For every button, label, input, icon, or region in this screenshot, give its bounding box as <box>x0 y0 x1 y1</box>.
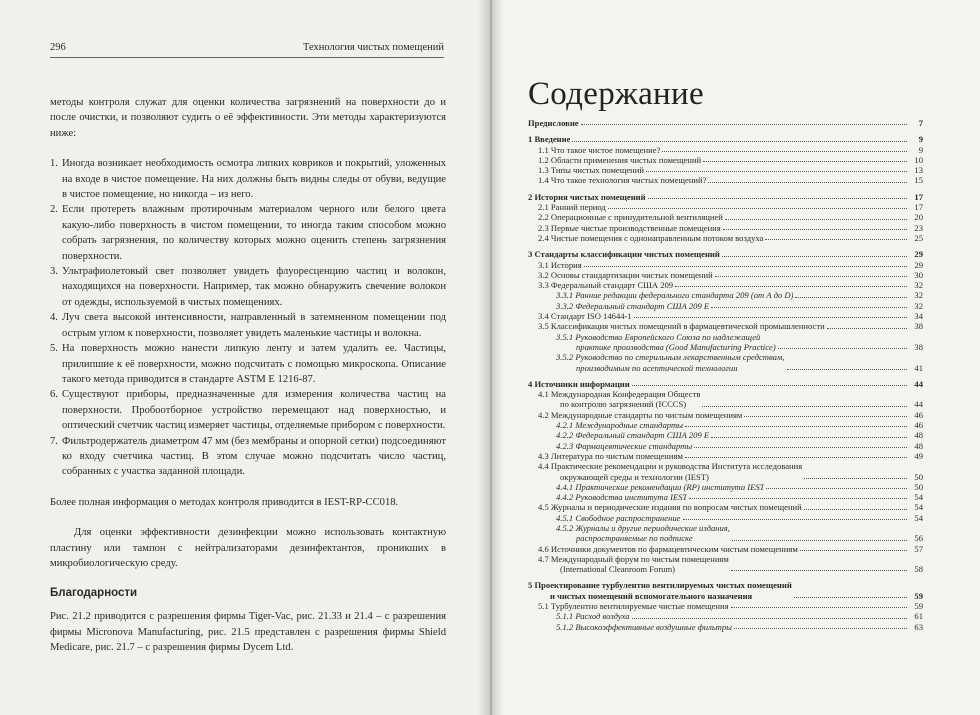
toc-entry[interactable] <box>528 523 923 544</box>
acknowledgements-heading: Благодарности <box>50 587 138 600</box>
toc-entry[interactable] <box>528 192 923 202</box>
toc-leader-dots <box>662 151 907 152</box>
toc-leader-dots <box>703 161 907 162</box>
method-text: Фильтродержатель диаметром 47 мм (без мембраны и опорной сетки) подсоединяют ко входу счетчика частиц. В этом случае можно подсчитать число частиц, собранных с участка заданной площади. <box>62 435 446 478</box>
toc-page-number: 38 <box>914 341 923 352</box>
toc-entry-title <box>528 145 660 155</box>
method-text: Существуют приборы, предназначенные для измерения количества частиц на поверхности. Пробоотборное устройство перемещают над поверхностью, и оптический счетчик частиц измеряет частицы, отделяемые прибором с поверхности. <box>62 389 446 432</box>
toc-entry-title <box>528 290 793 300</box>
toc-entry-title <box>528 482 764 492</box>
toc-entry[interactable] <box>528 321 923 331</box>
toc-page-number: 9 <box>918 134 923 145</box>
toc-page-number: 30 <box>914 269 923 280</box>
toc-entry[interactable] <box>528 311 923 321</box>
toc-entry-title <box>528 580 792 601</box>
toc-entry[interactable] <box>528 270 923 280</box>
toc-entry[interactable] <box>528 155 923 165</box>
toc-title: Содержание <box>528 76 704 112</box>
toc-entry-title <box>528 249 720 259</box>
toc-leader-dots <box>683 519 908 520</box>
methods-list <box>50 156 446 480</box>
toc-entry-title <box>528 260 582 270</box>
toc-leader-dots <box>794 597 907 598</box>
toc-leader-dots <box>804 509 907 510</box>
toc-page-number: 54 <box>914 512 923 523</box>
toc-entry[interactable] <box>528 175 923 185</box>
method-text: Иногда возникает необходимость осмотра липких ковриков и покрытий, уложенных на входе в чистое помещение. На них должны быть видны следы от обуви, ведущие в чистое помещение, но никогда – из него. <box>62 158 446 201</box>
toc-entry-title <box>528 270 713 280</box>
toc-leader-dots <box>766 488 907 489</box>
toc-page-number: 17 <box>914 191 923 202</box>
toc-entry-text: 4.2.3 Фармацевтические стандарты <box>556 440 693 451</box>
toc-entry-text: 4.3 Литература по чистым помещениям <box>538 450 683 461</box>
toc-page-number: 48 <box>914 430 923 441</box>
toc-entry-title <box>528 175 706 185</box>
toc-entry-title <box>528 513 681 523</box>
toc-page-number: 7 <box>918 118 923 128</box>
toc-entry-title <box>528 223 721 233</box>
toc-entry-text: 4 Источники информации <box>528 378 630 389</box>
toc-leader-dots <box>689 498 907 499</box>
toc-leader-dots <box>646 171 907 172</box>
method-number: 3. <box>50 266 58 278</box>
toc-entry-continuation: по контролю загрязнений (ICCCS) <box>560 399 687 410</box>
toc-entry-title <box>528 311 632 321</box>
toc-entry-title <box>528 192 646 202</box>
table-of-contents <box>528 118 923 632</box>
toc-page-number: 44 <box>914 399 923 410</box>
body-text <box>50 95 446 656</box>
toc-entry-text: 1.2 Области применения чистых помещений <box>538 154 702 165</box>
toc-entry[interactable] <box>528 212 923 222</box>
toc-page-number: 32 <box>914 290 923 301</box>
toc-entry[interactable] <box>528 202 923 212</box>
toc-entry-text: 1.1 Что такое чистое помещение? <box>538 144 661 155</box>
toc-page-number: 32 <box>914 280 923 291</box>
toc-entry-title <box>528 410 742 420</box>
toc-leader-dots <box>632 618 907 619</box>
toc-page-number: 48 <box>914 440 923 451</box>
toc-entry-title <box>528 212 723 222</box>
toc-leader-dots <box>711 437 907 438</box>
method-number: 6. <box>50 389 58 401</box>
method-text: Если протереть влажным протирочным материалом черного или белого цвета какую-либо поверхность в чистом помещении, то иногда таким способом можно собрать загрязнения, по количеству которых можно оценить степень загрязнения поверхности. <box>62 204 446 262</box>
toc-entry[interactable] <box>528 145 923 155</box>
toc-entry-text: 3.5.2 Руководство по стерильным лекарственным средствам, <box>556 352 785 363</box>
toc-entry[interactable] <box>528 165 923 175</box>
toc-leader-dots <box>723 229 907 230</box>
toc-entry-title <box>528 134 570 144</box>
toc-leader-dots <box>632 385 907 386</box>
method-item <box>50 387 446 433</box>
method-text: На поверхность можно нанести липкую ленту и затем удалить ее. Частицы, прилипшие к её поверхности, можно подсчитать с помощью микроскопа. Описание такого метода приводится в стандарте ASTM E 1216-87. <box>62 343 446 385</box>
toc-entry-continuation: практике производства (Good Manufacturing Practice) <box>576 341 776 352</box>
toc-entry-text: 4.2.2 Федеральный стандарт США 209 E <box>556 430 710 441</box>
toc-page-number: 29 <box>914 249 923 260</box>
method-text: Луч света высокой интенсивности, направленный в затемненном помещении под острым углом к поверхности, позволяет увидеть маленькие частицы и волокна. <box>62 312 446 339</box>
toc-entry-text: 4.5.2 Журналы и другие периодические издания, <box>556 522 730 533</box>
toc-leader-dots <box>725 219 907 220</box>
toc-entry-text: 5 Проектирование турбулентно вентилируемых чистых помещений <box>528 580 792 591</box>
toc-page-number: 59 <box>914 590 923 601</box>
toc-entry-text: 3.5.1 Руководство Европейского Союза по надлежащей <box>556 331 761 342</box>
toc-leader-dots <box>804 478 907 479</box>
toc-leader-dots <box>722 256 907 257</box>
toc-entry-text: 5.1.1 Расход воздуха <box>556 611 630 622</box>
toc-page-number: 15 <box>914 175 923 186</box>
toc-entry-text: 3.5 Классификация чистых помещений в фармацевтической промышленности <box>538 321 825 332</box>
toc-page-number: 9 <box>918 144 923 155</box>
toc-page-number: 59 <box>914 601 923 612</box>
toc-entry-text: 2.4 Чистые помещения с однонаправленным потоком воздуха <box>538 232 764 243</box>
method-item <box>50 264 446 310</box>
method-item <box>50 341 446 387</box>
method-item <box>50 202 446 264</box>
toc-page-number: 13 <box>914 165 923 176</box>
toc-leader-dots <box>648 198 907 199</box>
method-text: Ультрафиолетовый свет позволяет увидеть флуоресценцию частиц и волокон, находящихся на поверхности. Например, так можно обнаружить свечение волокон от одежды, используемой в чистых помещениях. <box>62 266 446 308</box>
toc-page-number: 17 <box>914 202 923 213</box>
toc-page-number: 20 <box>914 212 923 223</box>
toc-entry[interactable] <box>528 622 923 632</box>
toc-entry-continuation: и чистых помещений вспомогательного назначения <box>550 590 753 601</box>
toc-entry-title <box>528 379 630 389</box>
toc-entry-text: 3.1 История <box>538 259 582 270</box>
toc-entry-text: 4.2 Международные стандарты по чистым помещениям <box>538 409 743 420</box>
toc-entry[interactable] <box>528 249 923 259</box>
toc-page-number: 49 <box>914 450 923 461</box>
toc-entry[interactable] <box>528 301 923 311</box>
toc-entry-text: 4.4.2 Руководства института IEST <box>556 492 688 503</box>
toc-entry[interactable] <box>528 554 923 575</box>
toc-entry[interactable] <box>528 280 923 290</box>
toc-leader-dots <box>694 447 907 448</box>
toc-entry-title <box>528 420 683 430</box>
toc-page-number: 50 <box>914 481 923 492</box>
toc-entry-continuation: распространяемые по подписке <box>576 533 693 544</box>
toc-page-number: 23 <box>914 222 923 233</box>
toc-leader-dots <box>572 141 907 142</box>
method-number: 2. <box>50 204 58 216</box>
toc-entry-text: 2.1 Ранний период <box>538 202 606 213</box>
intro-paragraph: методы контроля служат для оценки количества загрязнений на поверхности до и после очистки, и позволяют судить о её эффективности. Эти методы характеризуются ниже: <box>50 97 446 139</box>
toc-entry[interactable] <box>528 223 923 233</box>
toc-page-number: 44 <box>914 378 923 389</box>
toc-leader-dots <box>675 286 907 287</box>
toc-entry-text: 1.4 Что такое технология чистых помещений? <box>538 175 707 186</box>
toc-leader-dots <box>787 369 907 370</box>
toc-entry-continuation: производимым по асептической технологии <box>576 362 738 373</box>
book-gutter <box>478 0 504 715</box>
toc-entry-title <box>528 622 732 632</box>
toc-entry-text: 4.5 Журналы и периодические издания по вопросам чистых помещений <box>538 502 802 513</box>
toc-entry[interactable] <box>528 502 923 512</box>
toc-leader-dots <box>708 182 907 183</box>
running-head <box>50 42 444 58</box>
toc-leader-dots <box>715 276 907 277</box>
toc-entry-text: 3 Стандарты классификации чистых помещений <box>528 249 720 260</box>
toc-entry-text: 1.3 Типы чистых помещений <box>538 165 644 176</box>
toc-entry-continuation: окружающей среды и технологии (IEST) <box>560 471 709 482</box>
toc-entry-text: 3.3.2 Федеральный стандарт США 209 E <box>556 300 710 311</box>
toc-leader-dots <box>581 124 907 125</box>
toc-entry[interactable] <box>528 260 923 270</box>
toc-entry[interactable] <box>528 430 923 440</box>
toc-entry-text: 1 Введение <box>528 134 571 145</box>
toc-entry-text: 2.2 Операционные с принудительной вентиляцией <box>538 212 723 223</box>
toc-entry[interactable] <box>528 134 923 144</box>
toc-leader-dots <box>634 317 907 318</box>
toc-entry[interactable] <box>528 389 923 410</box>
toc-leader-dots <box>765 239 907 240</box>
toc-page-number: 56 <box>914 533 923 544</box>
running-title: Технология чистых помещений <box>302 42 444 53</box>
toc-leader-dots <box>734 628 907 629</box>
method-number: 1. <box>50 158 58 170</box>
toc-entry-text: 4.1 Международная Конфедерация Обществ <box>538 389 701 400</box>
toc-entry-continuation: (International Cleanroom Forum) <box>560 564 676 575</box>
toc-entry[interactable] <box>528 451 923 461</box>
toc-page-number: 29 <box>914 259 923 270</box>
toc-entry-text: 4.5.1 Свободное распространение <box>556 512 681 523</box>
toc-page-number: 46 <box>914 409 923 420</box>
acknowledgements-text: Рис. 21.2 приводится с разрешения фирмы Tiger-Vac, рис. 21.33 и 21.4 – с разрешения фирмы Micronova Manufacturing, рис. 21.5 представлен с разрешения фирмы Shield Medicare, рис. 21.7 – с разрешения фирмы Dycem Ltd. <box>50 611 446 654</box>
toc-entry-title <box>528 461 802 482</box>
toc-page-number: 61 <box>914 611 923 622</box>
toc-page-number: 57 <box>914 543 923 554</box>
toc-page-number: 38 <box>914 321 923 332</box>
toc-page-number: 32 <box>914 300 923 311</box>
toc-entry-title <box>528 332 776 353</box>
toc-leader-dots <box>685 426 907 427</box>
toc-page-number: 50 <box>914 471 923 482</box>
toc-entry[interactable] <box>528 441 923 451</box>
toc-leader-dots <box>744 416 907 417</box>
toc-page-number: 34 <box>914 311 923 322</box>
toc-page-number: 54 <box>914 502 923 513</box>
toc-leader-dots <box>584 266 907 267</box>
toc-entry[interactable] <box>528 611 923 621</box>
toc-entry-text: 4.4 Практические рекомендации и руководства Института исследования <box>538 461 803 472</box>
toc-entry-title <box>528 441 692 451</box>
more-info-paragraph: Более полная информация о методах контроля приводится в IEST-RP-CC018. <box>50 496 399 508</box>
toc-entry-title <box>528 233 763 243</box>
toc-entry[interactable] <box>528 580 923 601</box>
toc-entry-title <box>528 352 785 373</box>
toc-leader-dots <box>827 328 907 329</box>
toc-entry-text: 4.4.1 Практические рекомендации (RP) института IEST <box>556 481 765 492</box>
method-number: 5. <box>50 343 58 355</box>
toc-entry-title <box>528 554 729 575</box>
toc-leader-dots <box>702 406 907 407</box>
toc-entry-title <box>528 502 802 512</box>
toc-entry[interactable] <box>528 379 923 389</box>
toc-entry[interactable] <box>528 352 923 373</box>
toc-entry-title <box>528 301 709 311</box>
toc-entry-text: 4.2.1 Международные стандарты <box>556 420 683 431</box>
toc-entry-text: 4.6 Источники документов по фармацевтическим чистым помещениям <box>538 543 798 554</box>
toc-entry-title <box>528 165 644 175</box>
method-item <box>50 156 446 202</box>
method-item <box>50 434 446 480</box>
toc-entry-title <box>528 155 701 165</box>
toc-entry[interactable] <box>528 233 923 243</box>
toc-leader-dots <box>800 550 907 551</box>
toc-entry-text: 2 История чистых помещений <box>528 191 646 202</box>
toc-leader-dots <box>778 348 907 349</box>
toc-entry-text: 5.1.2 Высокоэффективные воздушные фильтры <box>556 621 732 632</box>
toc-entry[interactable] <box>528 544 923 554</box>
toc-entry[interactable] <box>528 118 923 128</box>
toc-entry-title <box>528 611 630 621</box>
toc-page-number: 41 <box>914 362 923 373</box>
toc-page-number: 25 <box>914 232 923 243</box>
toc-entry-title <box>528 492 687 502</box>
toc-entry-title <box>528 321 825 331</box>
toc-leader-dots <box>732 540 907 541</box>
toc-entry-text: 3.4 Стандарт ISO 14644-1 <box>538 311 632 322</box>
toc-entry-text: 5.1 Турбулентно вентилируемые чистые помещения <box>538 601 729 612</box>
toc-entry-text: 3.3 Федеральный стандарт США 209 <box>538 280 674 291</box>
method-number: 4. <box>50 312 58 324</box>
method-item <box>50 310 446 341</box>
toc-entry-title <box>528 601 729 611</box>
toc-entry-title <box>528 389 700 410</box>
toc-entry-text: Предисловие <box>528 118 579 128</box>
toc-entry-title <box>528 523 730 544</box>
toc-entry[interactable] <box>528 461 923 482</box>
toc-page-number: 54 <box>914 492 923 503</box>
toc-entry[interactable] <box>528 482 923 492</box>
toc-leader-dots <box>685 457 907 458</box>
toc-entry-text: 3.2 Основы стандартизации чистых помещений <box>538 269 713 280</box>
toc-entry-title <box>528 544 798 554</box>
toc-page-number: 10 <box>914 154 923 165</box>
toc-entry[interactable] <box>528 332 923 353</box>
toc-entry[interactable] <box>528 410 923 420</box>
toc-entry[interactable] <box>528 290 923 300</box>
toc-entry-title <box>528 451 683 461</box>
page-number: 296 <box>50 42 66 53</box>
toc-entry[interactable] <box>528 601 923 611</box>
toc-entry[interactable] <box>528 420 923 430</box>
toc-leader-dots <box>731 607 907 608</box>
toc-entry-title <box>528 202 606 212</box>
toc-page-number: 58 <box>914 564 923 575</box>
toc-entry-text: 3.3.1 Ранние редакции федерального стандарта 209 (от A до D) <box>556 290 794 301</box>
toc-leader-dots <box>608 208 907 209</box>
disinfection-paragraph: Для оценки эффективности дезинфекции можно использовать контактную пластину или тампон с нейтрализаторами дезинфектантов, проникших в микробиологическую среду. <box>50 527 446 569</box>
toc-page-number: 46 <box>914 420 923 431</box>
toc-leader-dots <box>711 307 907 308</box>
toc-entry-text: 4.7 Международный форум по чистым помещениям <box>538 553 729 564</box>
toc-leader-dots <box>731 570 907 571</box>
toc-page-number: 63 <box>914 621 923 632</box>
toc-entry-title <box>528 280 673 290</box>
method-number: 7. <box>50 435 58 447</box>
toc-entry-title <box>528 430 709 440</box>
toc-entry-text: 2.3 Первые чистые производственные помещения <box>538 222 721 233</box>
toc-leader-dots <box>795 297 907 298</box>
toc-entry[interactable] <box>528 492 923 502</box>
toc-entry-title <box>528 118 579 128</box>
toc-entry[interactable] <box>528 513 923 523</box>
